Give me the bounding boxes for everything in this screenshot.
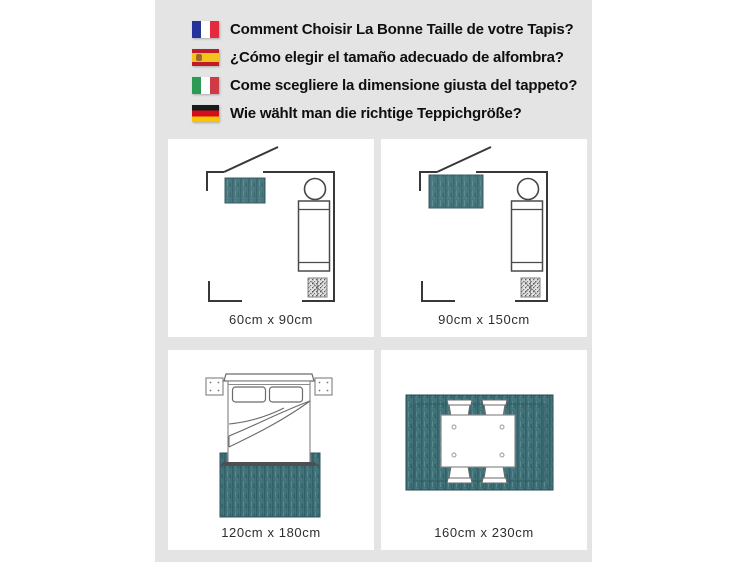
nightstand-left (206, 378, 223, 395)
flag-germany-icon (192, 105, 219, 122)
door-icon (437, 147, 491, 172)
card-rug-60x90 (168, 139, 374, 337)
door-icon (224, 147, 278, 172)
header (155, 0, 592, 139)
card-rug-90x150 (381, 139, 587, 337)
rug-90x150 (429, 175, 483, 208)
plant-icon (308, 278, 327, 297)
bed (220, 374, 318, 466)
card-rug-120x180 (168, 350, 374, 550)
header-row-spanish (192, 49, 592, 66)
dining-table (441, 415, 515, 467)
plant-icon (521, 278, 540, 297)
dining-set-top-view-diagram (381, 350, 587, 550)
rug-60x90 (225, 178, 265, 203)
rug-size-label: 160cm x 230cm (434, 525, 534, 540)
flag-france-icon (192, 21, 219, 38)
sofa (512, 201, 543, 271)
side-table (305, 179, 326, 200)
headboard (224, 374, 314, 381)
card-rug-160x230 (381, 350, 587, 550)
side-table (518, 179, 539, 200)
nightstand-right (315, 378, 332, 395)
header-row-french (192, 21, 592, 38)
pillow-right (270, 387, 303, 402)
bedroom-floor-plan-diagram (381, 139, 587, 337)
flag-spain-icon (192, 49, 219, 66)
bed-top-view-diagram (168, 350, 374, 550)
rug-size-label: 120cm x 180cm (221, 525, 321, 540)
title-german: Wie wählt man die richtige Teppichgröße? (230, 105, 522, 122)
pillow-left (233, 387, 266, 402)
rug-size-label: 90cm x 150cm (438, 312, 530, 327)
footboard (220, 462, 318, 466)
rug-size-label: 60cm x 90cm (229, 312, 313, 327)
sofa (299, 201, 330, 271)
header-row-german (192, 105, 592, 122)
header-row-italian (192, 77, 592, 94)
spain-coat-of-arms-icon (196, 54, 202, 61)
gray-panel (155, 0, 592, 562)
bedroom-floor-plan-diagram (168, 139, 374, 337)
title-french: Comment Choisir La Bonne Taille de votre Tapis? (230, 21, 574, 38)
title-spanish: ¿Cómo elegir el tamaño adecuado de alfombra? (230, 49, 564, 66)
title-italian: Come scegliere la dimensione giusta del tappeto? (230, 77, 578, 94)
flag-italy-icon (192, 77, 219, 94)
